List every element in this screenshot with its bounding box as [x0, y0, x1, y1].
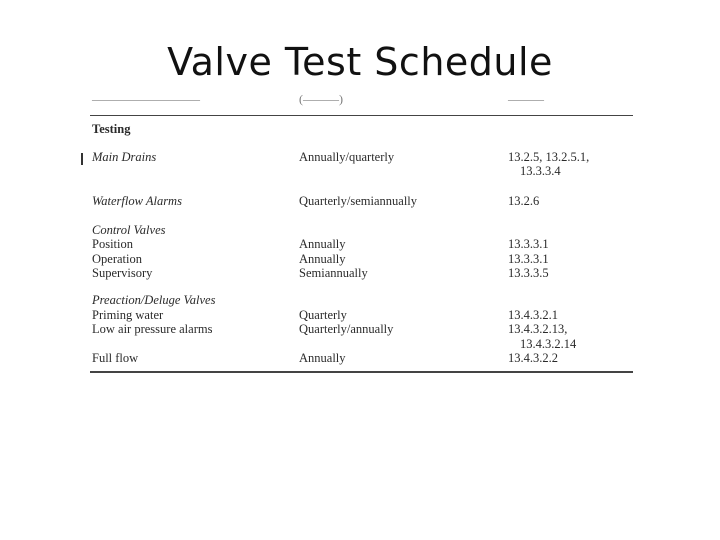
row-item-low-air-pressure-alarms: Low air pressure alarms — [92, 322, 213, 336]
margin-change-bar — [81, 153, 83, 165]
row-frequency-operation: Annually — [299, 252, 346, 266]
row-reference-supervisory: 13.3.3.5 — [508, 266, 549, 280]
row-frequency-position: Annually — [299, 237, 346, 251]
row-reference-low-air-pressure-alarms: 13.4.3.2.13, — [508, 322, 568, 336]
group-heading-preaction-deluge-valves: Preaction/Deluge Valves — [92, 293, 216, 307]
slide-title: Valve Test Schedule — [167, 40, 553, 84]
row-item-priming-water: Priming water — [92, 308, 164, 322]
group-heading-control-valves: Control Valves — [92, 223, 166, 237]
row-item-supervisory: Supervisory — [92, 266, 153, 280]
row-frequency-main-drains: Annually/quarterly — [299, 150, 395, 164]
row-frequency-full-flow: Annually — [299, 351, 346, 365]
row-frequency-priming-water: Quarterly — [299, 308, 347, 322]
table-top-rule — [90, 115, 633, 116]
row-reference-waterflow-alarms: 13.2.6 — [508, 194, 540, 208]
table-bottom-rule — [90, 371, 633, 373]
row-item-main-drains: Main Drains — [92, 150, 157, 164]
cropped-header-row: ————————— (———) ——— — [92, 92, 544, 106]
row-reference-priming-water: 13.4.3.2.1 — [508, 308, 558, 322]
row-reference-operation: 13.3.3.1 — [508, 252, 549, 266]
row-reference-full-flow: 13.4.3.2.2 — [508, 351, 558, 365]
row-frequency-supervisory: Semiannually — [299, 266, 368, 280]
section-heading-testing: Testing — [92, 122, 131, 136]
row-item-position: Position — [92, 237, 133, 251]
row-item-operation: Operation — [92, 252, 142, 266]
row-item-full-flow: Full flow — [92, 351, 139, 365]
row-frequency-waterflow-alarms: Quarterly/semiannually — [299, 194, 418, 208]
row-reference-low-air-pressure-alarms-cont: 13.4.3.2.14 — [520, 337, 577, 351]
row-frequency-low-air-pressure-alarms: Quarterly/annually — [299, 322, 394, 336]
row-reference-main-drains-cont: 13.3.3.4 — [520, 164, 561, 178]
row-reference-main-drains: 13.2.5, 13.2.5.1, — [508, 150, 590, 164]
valve-test-table — [84, 92, 636, 375]
row-item-waterflow-alarms: Waterflow Alarms — [92, 194, 182, 208]
row-reference-position: 13.3.3.1 — [508, 237, 549, 251]
